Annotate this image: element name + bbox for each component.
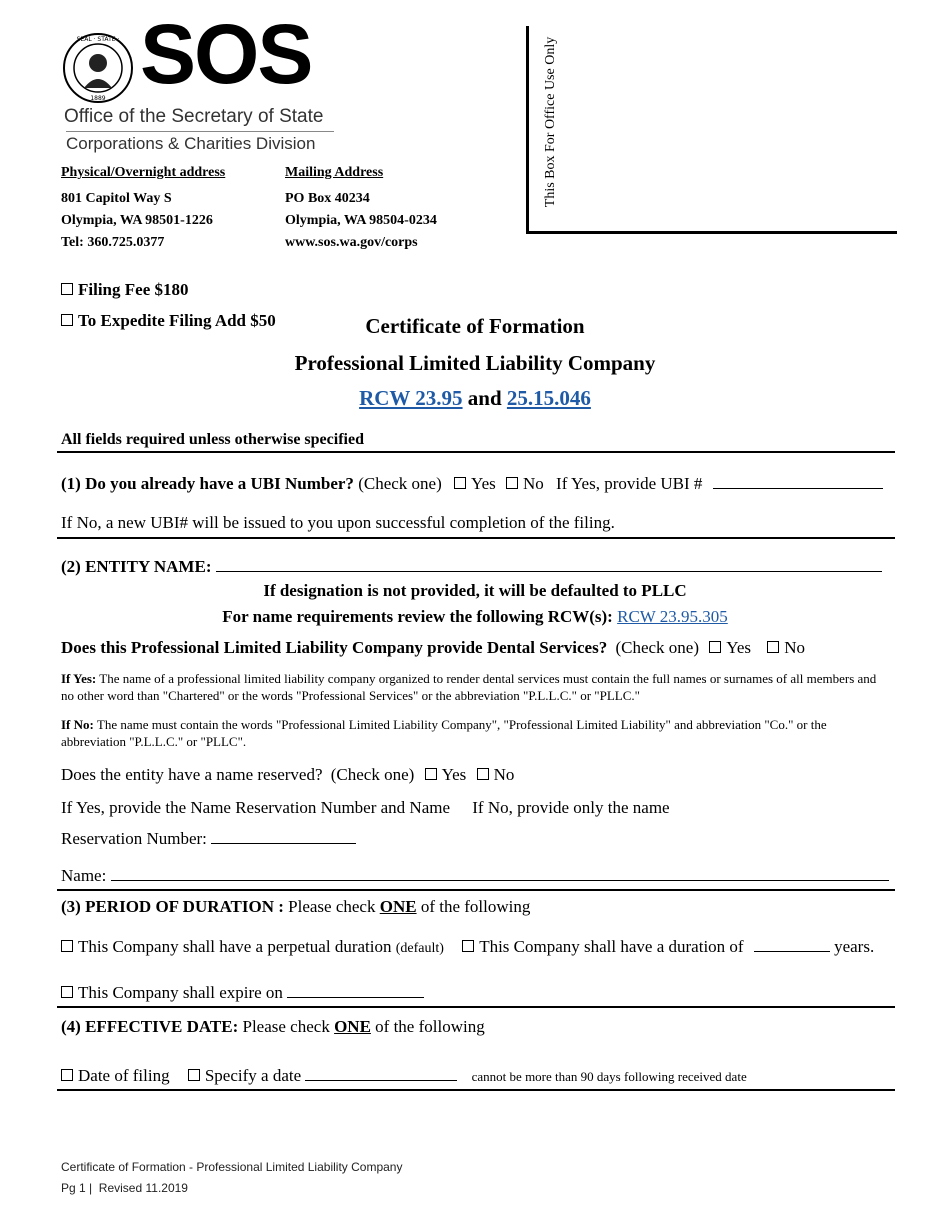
effective-instr-pre: Please check	[242, 1017, 330, 1036]
divider-3	[57, 889, 895, 891]
divider-4	[57, 1006, 895, 1008]
perpetual-row	[61, 937, 874, 957]
rcw-23-95-link[interactable]: RCW 23.95	[359, 386, 463, 410]
ubi-no-label: No	[523, 474, 544, 493]
expire-row	[61, 983, 424, 1003]
footer-line2: Pg 1 | Revised 11.2019	[61, 1181, 188, 1195]
rcw-and: and	[467, 386, 502, 410]
physical-line2: Olympia, WA 98501-1226	[61, 213, 213, 228]
if-no-label: If No:	[61, 717, 94, 732]
entity-name-field[interactable]	[216, 571, 882, 572]
section1-row	[61, 474, 883, 494]
reserved-check-one: (Check one)	[330, 765, 415, 784]
filing-fee-label: Filing Fee $180	[78, 280, 189, 299]
specify-date-label: Specify a date	[204, 1066, 302, 1085]
reserve-instr-no: If No, provide only the name	[472, 798, 670, 817]
perpetual-default: (default)	[395, 941, 444, 956]
name-req-label: For name requirements review the following RCW(s):	[222, 607, 613, 626]
ubi-question: (1) Do you already have a UBI Number?	[61, 474, 354, 493]
expire-checkbox[interactable]	[61, 986, 73, 998]
date-of-filing-label: Date of filing	[78, 1066, 170, 1085]
physical-line3: Tel: 360.725.0377	[61, 235, 165, 250]
office-name: Office of the Secretary of State	[64, 106, 324, 127]
perpetual-label: This Company shall have a perpetual duration	[78, 937, 392, 956]
effective-instr-one: ONE	[334, 1017, 371, 1036]
reserve-instructions	[61, 798, 670, 818]
dental-no-checkbox[interactable]	[767, 641, 779, 653]
if-no-paragraph	[61, 716, 886, 750]
if-no-text: The name must contain the words "Professional Limited Liability Company", "Professional Limited Liability" and abbreviation "Co." or the abbreviation "P.L.L.C." or "PLLC".	[61, 717, 827, 749]
dental-no-label: No	[784, 638, 806, 657]
mailing-line2: Olympia, WA 98504-0234	[285, 213, 437, 228]
dental-yes-label: Yes	[726, 638, 752, 657]
name-field[interactable]	[111, 880, 889, 881]
filing-fee-checkbox[interactable]	[61, 283, 73, 295]
mailing-line1: PO Box 40234	[285, 191, 370, 206]
svg-text:SEAL · STATE ·: SEAL · STATE ·	[76, 36, 120, 43]
period-instr-pre: Please check	[288, 897, 376, 916]
divider-2	[57, 537, 895, 539]
reserved-yes-checkbox[interactable]	[425, 768, 437, 780]
ubi-yes-checkbox[interactable]	[454, 477, 466, 489]
period-instr-post: of the following	[420, 897, 531, 916]
office-use-label: This Box For Office Use Only	[543, 36, 558, 208]
if-yes-text: The name of a professional limited liability company organized to render dental services must contain the full names or surnames of all members and no other word than "Chartered" or the words "Professional Services" or the abbreviation "P.L.L.C." or "PLLC."	[61, 671, 877, 703]
page-subtitle: Professional Limited Liability Company	[294, 351, 656, 375]
duration-years-field[interactable]	[754, 951, 830, 952]
entity-name-label: (2) ENTITY NAME:	[61, 557, 212, 576]
logo-letters: SOS	[140, 7, 312, 101]
rcw-links	[0, 386, 950, 411]
logo-divider	[66, 131, 334, 132]
expedite-label: To Expedite Filing Add $50	[78, 311, 276, 330]
state-seal-icon	[62, 32, 134, 104]
mailing-address-heading: Mailing Address	[285, 165, 384, 180]
period-instr-one: ONE	[379, 897, 417, 916]
reservation-number-row	[61, 829, 356, 849]
reserved-row	[61, 765, 514, 785]
reserved-no-label: No	[493, 765, 515, 784]
division-name: Corporations & Charities Division	[66, 134, 316, 153]
effective-date-row	[61, 1066, 747, 1086]
footer-line1: Certificate of Formation - Professional Limited Liability Company	[61, 1160, 403, 1174]
ubi-no-checkbox[interactable]	[506, 477, 518, 489]
expire-date-field[interactable]	[287, 997, 424, 998]
divider-1	[57, 451, 895, 453]
section4-heading	[61, 1017, 485, 1037]
ubi-note: If No, a new UBI# will be issued to you upon successful completion of the filing.	[61, 513, 615, 532]
perpetual-checkbox[interactable]	[61, 940, 73, 952]
name-requirements	[0, 607, 950, 627]
reserve-instr-yes: If Yes, provide the Name Reservation Number and Name	[61, 798, 451, 817]
entity-name-row	[61, 557, 882, 577]
duration-checkbox[interactable]	[462, 940, 474, 952]
effective-date-label: (4) EFFECTIVE DATE:	[61, 1017, 239, 1036]
svg-text:1889: 1889	[90, 95, 106, 102]
duration-label: This Company shall have a duration of	[479, 937, 744, 956]
physical-address-heading: Physical/Overnight address	[61, 165, 226, 180]
specify-date-checkbox[interactable]	[188, 1069, 200, 1081]
required-note: All fields required unless otherwise specified	[61, 431, 364, 448]
if-yes-label: If Yes:	[61, 671, 97, 686]
dental-row	[61, 638, 805, 658]
ubi-provide-label: If Yes, provide UBI #	[556, 474, 703, 493]
section3-heading	[61, 897, 530, 917]
reserved-question: Does the entity have a name reserved?	[61, 765, 323, 784]
rcw-23-95-305-link[interactable]: RCW 23.95.305	[617, 607, 728, 626]
reservation-number-label: Reservation Number:	[61, 829, 207, 848]
name-row	[61, 866, 889, 886]
name-label: Name:	[61, 866, 107, 885]
reservation-number-field[interactable]	[211, 843, 356, 844]
reserved-yes-label: Yes	[441, 765, 467, 784]
reserved-no-checkbox[interactable]	[477, 768, 489, 780]
specify-date-note: cannot be more than 90 days following received date	[471, 1069, 747, 1084]
expire-label: This Company shall expire on	[78, 983, 283, 1002]
physical-address	[61, 162, 225, 254]
dental-yes-checkbox[interactable]	[709, 641, 721, 653]
sos-logo	[62, 7, 342, 155]
dental-question: Does this Professional Limited Liability Company provide Dental Services?	[61, 638, 608, 657]
date-of-filing-checkbox[interactable]	[61, 1069, 73, 1081]
mailing-address	[285, 162, 437, 254]
physical-line1: 801 Capitol Way S	[61, 191, 172, 206]
office-use-box	[526, 26, 897, 234]
mailing-line3: www.sos.wa.gov/corps	[285, 235, 418, 250]
ubi-check-one: (Check one)	[358, 474, 442, 493]
designation-note: If designation is not provided, it will be defaulted to PLLC	[263, 581, 687, 600]
filing-fee-row	[61, 280, 188, 300]
page-title: Certificate of Formation	[365, 314, 585, 338]
period-label: (3) PERIOD OF DURATION :	[61, 897, 284, 916]
dental-check-one: (Check one)	[615, 638, 700, 657]
rcw-25-15-046-link[interactable]: 25.15.046	[506, 386, 591, 410]
effective-instr-post: of the following	[375, 1017, 485, 1036]
duration-years-label: years.	[834, 937, 875, 956]
ubi-yes-label: Yes	[471, 474, 496, 493]
ubi-number-field[interactable]	[713, 488, 883, 489]
specify-date-field[interactable]	[305, 1080, 457, 1081]
divider-5	[57, 1089, 895, 1091]
if-yes-paragraph	[61, 670, 886, 704]
